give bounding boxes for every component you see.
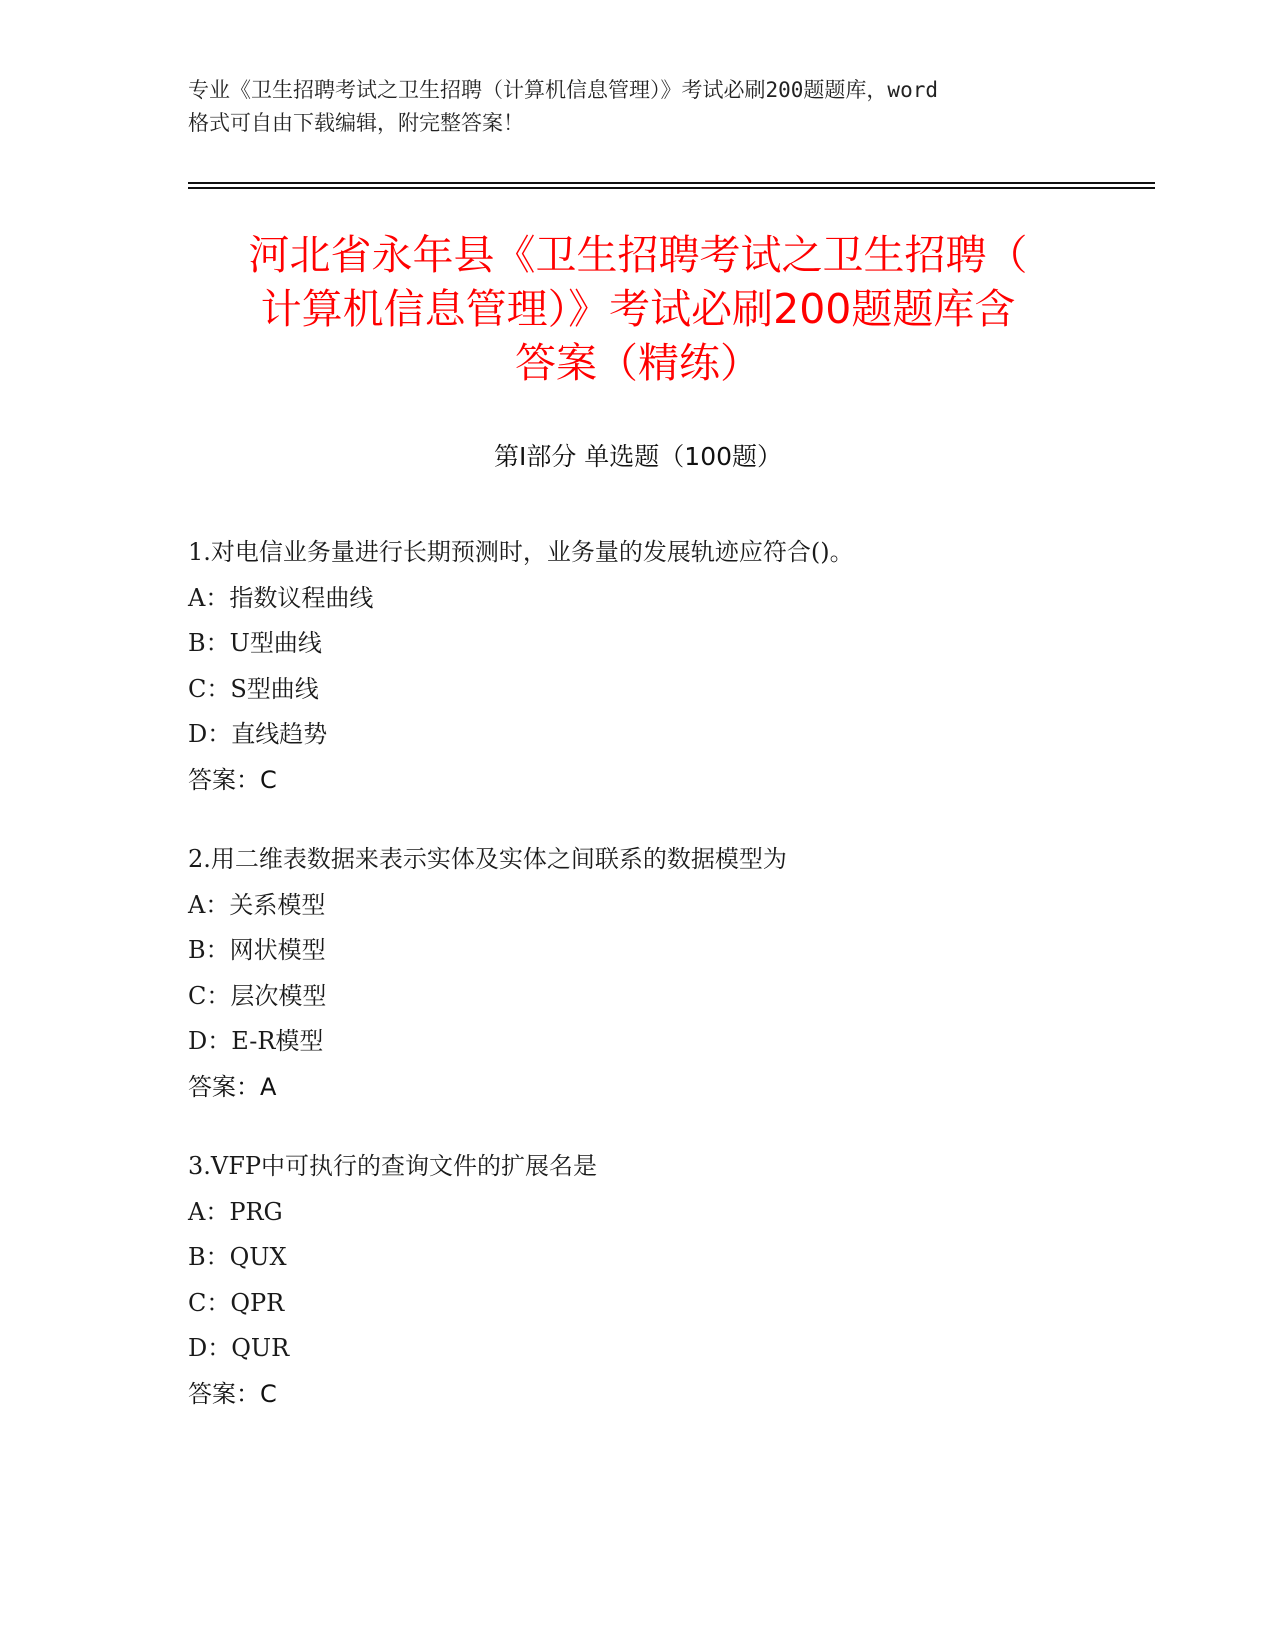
title-line: 答案（精练） xyxy=(515,339,761,387)
option-b: B：QUX xyxy=(188,1243,287,1271)
option-c: C：QPR xyxy=(188,1288,285,1317)
answer-line: 答案：A xyxy=(188,1072,277,1101)
option-d: D：直线趋势 xyxy=(188,720,328,748)
question-list xyxy=(188,530,1148,1451)
option-c: C：层次模型 xyxy=(188,981,327,1010)
header-note-line: 格式可自由下载编辑，附完整答案！ xyxy=(188,111,524,135)
double-rule-top xyxy=(188,182,1155,184)
option-a: A：关系模型 xyxy=(188,890,326,919)
question-item xyxy=(188,1144,1148,1417)
header-note xyxy=(188,74,1088,140)
double-rule-bottom xyxy=(188,187,1155,189)
document-title xyxy=(188,228,1088,390)
question-stem: 3.VFP中可执行的查询文件的扩展名是 xyxy=(188,1152,598,1180)
title-line: 计算机信息管理）》考试必刷200题题库含 xyxy=(260,285,1016,333)
title-line: 河北省永年县《卫生招聘考试之卫生招聘（ xyxy=(248,231,1028,279)
option-d: D：QUR xyxy=(188,1334,290,1362)
option-a: A：指数议程曲线 xyxy=(188,583,374,612)
option-a: A：PRG xyxy=(188,1197,283,1226)
question-stem: 1.对电信业务量进行长期预测时，业务量的发展轨迹应符合()。 xyxy=(188,538,854,566)
answer-line: 答案：C xyxy=(188,1379,277,1408)
option-c: C：S型曲线 xyxy=(188,674,319,703)
question-item xyxy=(188,530,1148,803)
option-d: D：E-R模型 xyxy=(188,1027,324,1055)
option-b: B：U型曲线 xyxy=(188,629,322,657)
question-item xyxy=(188,837,1148,1110)
section-heading: 第Ⅰ部分 单选题（100题） xyxy=(493,442,783,471)
answer-line: 答案：C xyxy=(188,765,277,794)
header-note-line: 专业《卫生招聘考试之卫生招聘（计算机信息管理）》考试必刷200题题库，word xyxy=(188,78,938,102)
question-stem: 2.用二维表数据来表示实体及实体之间联系的数据模型为 xyxy=(188,845,787,873)
option-b: B：网状模型 xyxy=(188,936,326,964)
